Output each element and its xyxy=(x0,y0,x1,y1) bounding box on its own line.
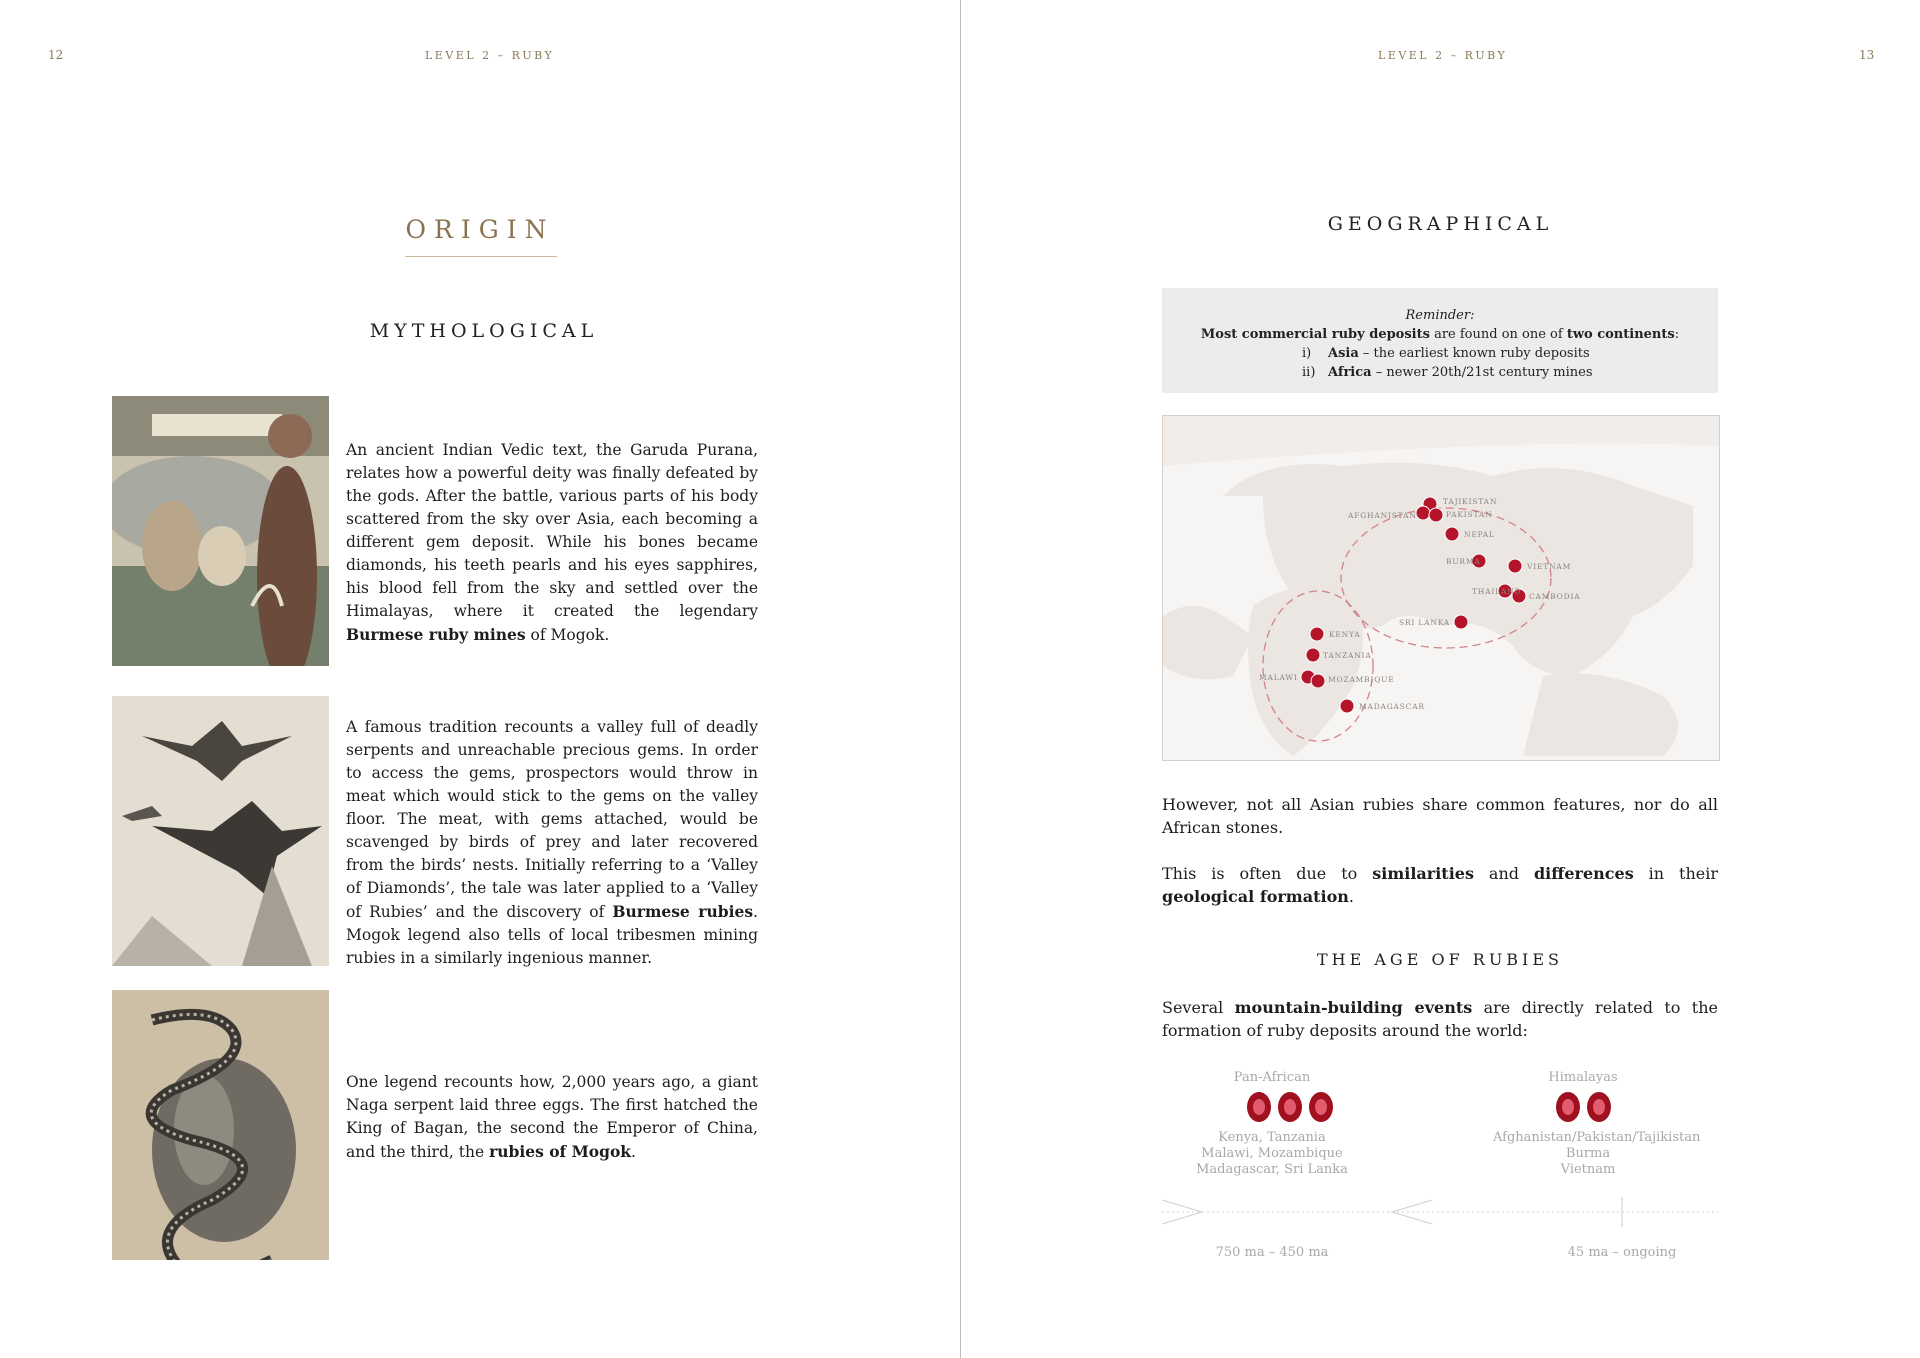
geographical-title: GEOGRAPHICAL xyxy=(1327,213,1554,235)
map-label-nepal: NEPAL xyxy=(1464,530,1495,539)
page-title: ORIGIN xyxy=(405,215,555,244)
ruby-deposits-map xyxy=(1162,415,1720,761)
map-label-afghanistan: AFGHANISTAN xyxy=(1348,511,1417,520)
map-label-tajikistan: TAJIKISTAN xyxy=(1443,497,1498,506)
ruby-gems-row xyxy=(1162,1090,1718,1130)
map-label-kenya: KENYA xyxy=(1329,630,1361,639)
title-divider xyxy=(405,256,557,257)
map-label-thailand: THAILAND xyxy=(1472,587,1522,596)
map-label-sri-lanka: SRI LANKA xyxy=(1399,618,1451,627)
map-label-madagascar: MADAGASCAR xyxy=(1359,702,1425,711)
birds-engraving-image xyxy=(112,696,329,966)
map-label-malawi: MALAWI xyxy=(1259,673,1298,682)
time-axis xyxy=(1162,1192,1718,1232)
map-label-cambodia: CAMBODIA xyxy=(1529,592,1581,601)
pan-african-age: 750 ma – 450 ma xyxy=(1215,1245,1329,1260)
reminder-item-africa: ii) Africa – newer 20th/21st century mines xyxy=(1302,365,1593,380)
reminder-title: Reminder: xyxy=(1405,308,1475,323)
reminder-box xyxy=(1162,288,1718,393)
myth-paragraph-2: A famous tradition recounts a valley full of deadly serpents and unreachable precious gems. In order to access the gems, prospectors would throw in meat which would stick to the gems on the valley floor. The meat, with gems attached, would be scavenged by birds of prey and later recovered from the birds’ nests. Initially referring to a ‘Valley of Diamonds’, the tale was later applied to a ‘Valley of Rubies’ and the discovery of Burmese rubies. Mogok legend also tells of local tribesmen mining rubies in a similarly ingenious manner. xyxy=(346,718,758,967)
myth-paragraph-3: One legend recounts how, 2,000 years ago, a giant Naga serpent laid three eggs. The first hatched the King of Bagan, the second the Emperor of China, and the third, the rubies of Mogok. xyxy=(346,1073,758,1161)
age-of-rubies-heading: THE AGE OF RUBIES xyxy=(1316,950,1564,969)
geo-paragraph-2: This is often due to similarities and differences in their geological formation. xyxy=(1162,864,1719,906)
map-label-tanzania: TANZANIA xyxy=(1323,651,1372,660)
map-label-mozambique: MOZAMBIQUE xyxy=(1328,675,1395,684)
serpent-egg-image xyxy=(112,990,329,1260)
deity-painting-image xyxy=(112,396,329,666)
page-number-right: 13 xyxy=(1859,48,1875,62)
running-header-left: LEVEL 2 – RUBY xyxy=(425,49,555,62)
orogeny-timeline xyxy=(1162,1060,1718,1260)
map-label-burma: BURMA xyxy=(1446,557,1481,566)
himalayas-locations: Afghanistan/Pakistan/Tajikistan Burma Vietnam xyxy=(1493,1130,1701,1177)
reminder-line: Most commercial ruby deposits are found on one of two continents: xyxy=(1200,327,1680,342)
running-header-right: LEVEL 2 – RUBY xyxy=(1378,49,1508,62)
myth-paragraph-1: An ancient Indian Vedic text, the Garuda Purana, relates how a powerful deity was finally defeated by the gods. After the battle, various parts of his body scattered from the sky over Asia, each becoming a different gem deposit. While his bones became diamonds, his teeth pearls and his eyes sapphires, his blood fell from the sky and settled over the Himalayas, where it created the legendary Burmese ruby mines of Mogok. xyxy=(346,441,758,644)
himalayas-age: 45 ma – ongoing xyxy=(1567,1245,1677,1260)
reminder-item-asia: i) Asia – the earliest known ruby deposits xyxy=(1302,346,1590,361)
pan-african-locations: Kenya, Tanzania Malawi, Mozambique Madagascar, Sri Lanka xyxy=(1196,1130,1348,1177)
himalayas-label: Himalayas xyxy=(1548,1070,1618,1085)
page-number-left: 12 xyxy=(48,48,64,62)
map-label-vietnam: VIETNAM xyxy=(1527,562,1572,571)
geo-paragraph-3: Several mountain-building events are directly related to the formation of ruby deposits around the world: xyxy=(1162,998,1718,1040)
section-subtitle: MYTHOLOGICAL xyxy=(369,320,599,342)
pan-african-label: Pan-African xyxy=(1233,1070,1311,1085)
map-label-pakistan: PAKISTAN xyxy=(1446,510,1493,519)
geo-paragraph-1: However, not all Asian rubies share common features, nor do all African stones. xyxy=(1162,795,1718,837)
